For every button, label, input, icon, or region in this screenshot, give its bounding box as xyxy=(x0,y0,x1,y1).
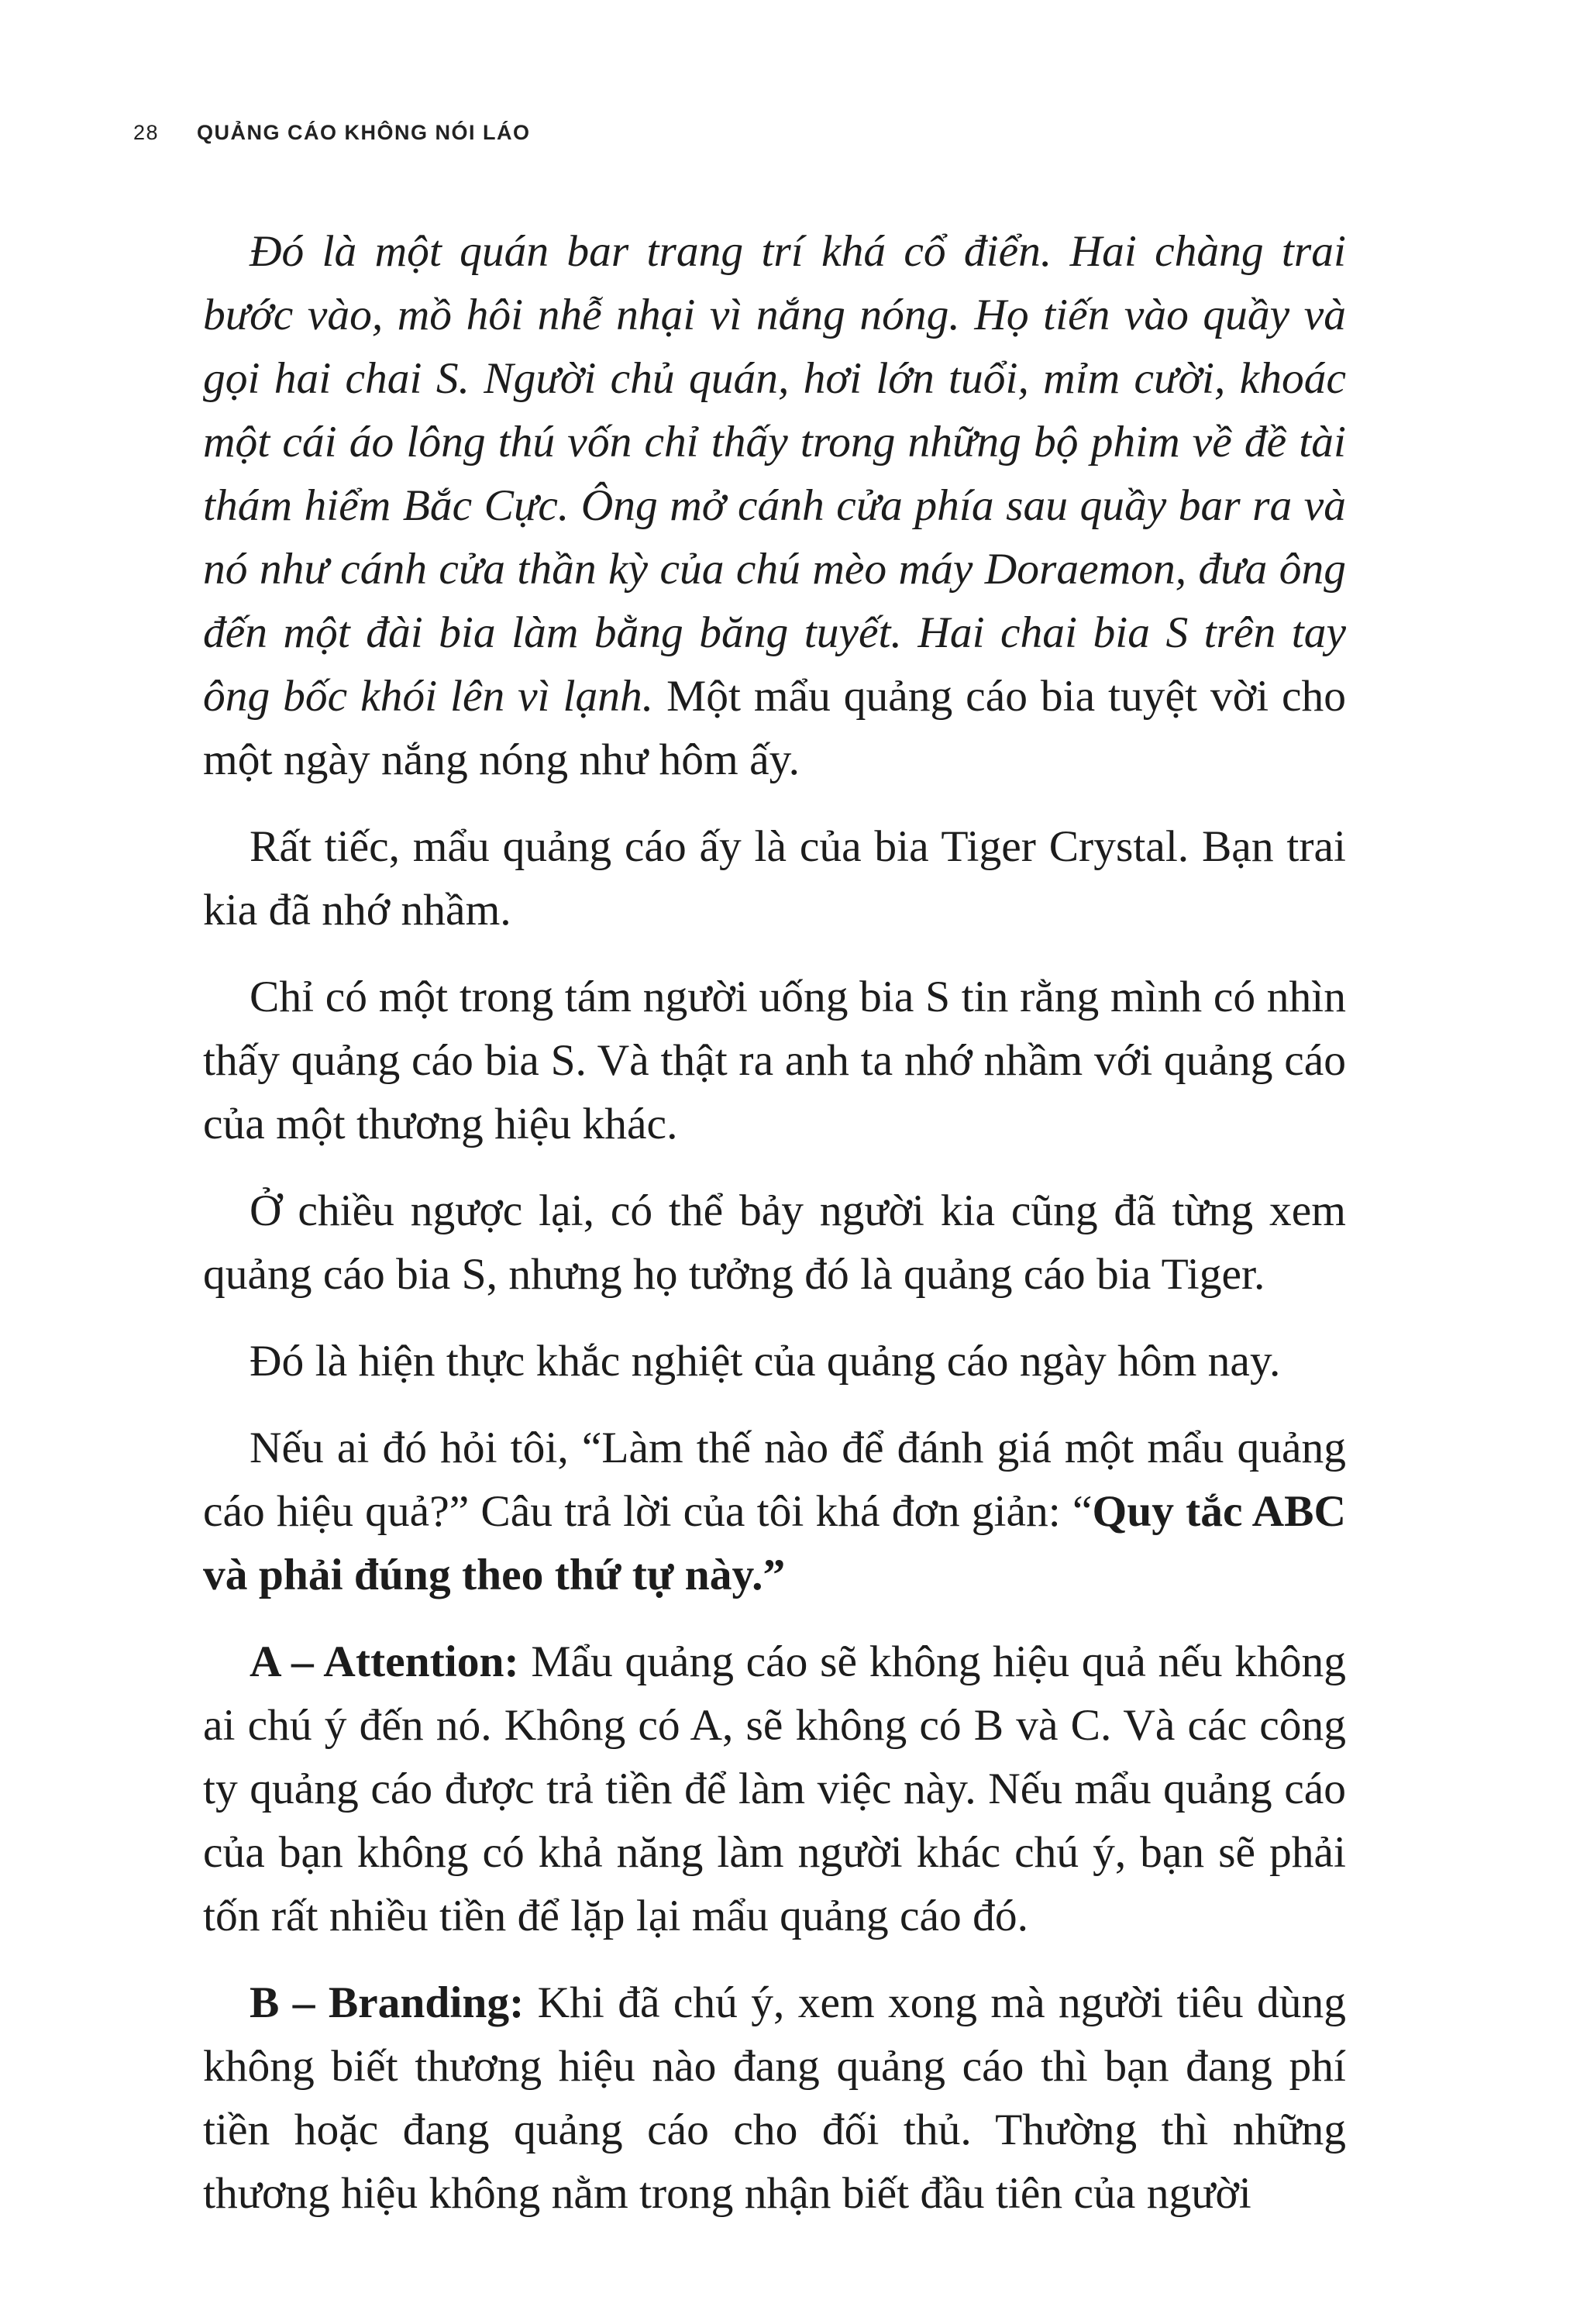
paragraph-5: Đó là hiện thực khắc nghiệt của quảng cáo ngày hôm nay. xyxy=(250,1337,1281,1386)
branding-text: Khi đã chú ý, xem xong mà người tiêu dùng không biết thương hiệu nào đang quảng cáo thì bạn đang phí tiền hoặc đang quảng cáo cho đối thủ. Thường thì những thương hiệu không nằm trong nhận biết đầu tiên của người xyxy=(203,1978,1346,2218)
page-number: 28 xyxy=(133,121,160,144)
paragraph-1-italic: Đó là một quán bar trang trí khá cổ điển. Hai chàng trai bước vào, mồ hôi nhễ nhại vì nắng nóng. Họ tiến vào quầy và gọi hai chai S. Người chủ quán, hơi lớn tuổi, mỉm cười, khoác một cái áo lông thú vốn chỉ thấy trong những bộ phim về đề tài thám hiểm Bắc Cực. Ông mở cánh cửa phía sau quầy bar ra và nó như cánh cửa thần kỳ của chú mèo máy Doraemon, đưa ông đến một đài bia làm bằng băng tuyết. Hai chai bia S trên tay ông bốc khói lên vì lạnh. xyxy=(203,227,1346,721)
paragraph-1-regular: Một mẩu quảng cáo bia tuyệt vời cho một ngày nắng nóng như hôm ấy. xyxy=(203,672,1346,784)
branding-term: B – Branding: xyxy=(250,1978,525,2027)
paragraph-6-bold: Quy tắc ABC và phải đúng theo thứ tự này.” xyxy=(203,1487,1346,1599)
paragraph-6-regular: Nếu ai đó hỏi tôi, “Làm thế nào để đánh giá một mẩu quảng cáo hiệu quả?” Câu trả lời của tôi khá đơn giản: “ xyxy=(203,1424,1346,1536)
paragraph-6 xyxy=(203,1417,1346,1607)
paragraph-2: Rất tiếc, mẩu quảng cáo ấy là của bia Tiger Crystal. Bạn trai kia đã nhớ nhầm. xyxy=(203,822,1346,935)
paragraph-branding xyxy=(203,1971,1346,2226)
paragraph-attention xyxy=(203,1630,1346,1948)
running-header xyxy=(133,121,531,145)
body-text xyxy=(203,220,1346,2249)
attention-text: Mẩu quảng cáo sẽ không hiệu quả nếu không ai chú ý đến nó. Không có A, sẽ không có B và C. Và các công ty quảng cáo được trả tiền để làm việc này. Nếu mẩu quảng cáo của bạn không có khả năng làm người khác chú ý, bạn sẽ phải tốn rất nhiều tiền để lặp lại mẩu quảng cáo đó. xyxy=(203,1637,1347,1940)
attention-term: A – Attention: xyxy=(250,1637,519,1686)
paragraph-1 xyxy=(203,220,1346,792)
running-title: QUẢNG CÁO KHÔNG NÓI LÁO xyxy=(197,121,531,144)
paragraph-4: Ở chiều ngược lại, có thể bảy người kia cũng đã từng xem quảng cáo bia S, nhưng họ tưởng đó là quảng cáo bia Tiger. xyxy=(203,1186,1346,1299)
paragraph-3: Chỉ có một trong tám người uống bia S tin rằng mình có nhìn thấy quảng cáo bia S. Và thật ra anh ta nhớ nhầm với quảng cáo của một thương hiệu khác. xyxy=(203,973,1346,1148)
